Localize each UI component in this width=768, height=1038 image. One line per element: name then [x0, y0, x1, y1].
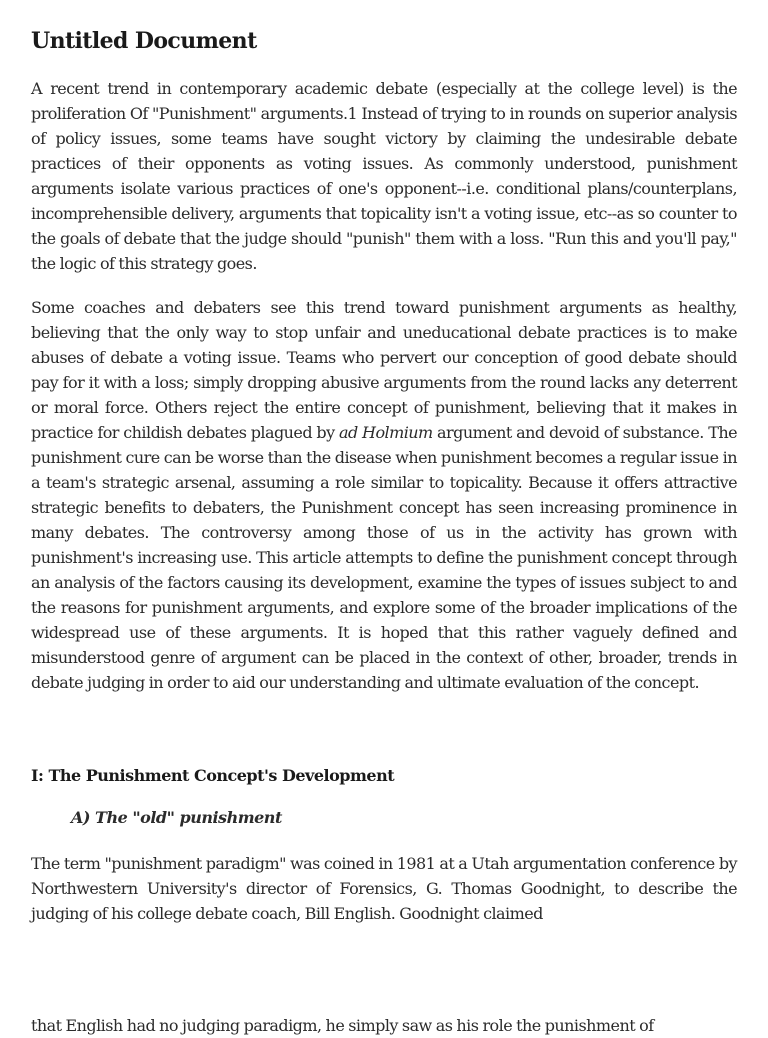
- paragraph-viewpoints: [31, 295, 737, 695]
- paragraph-term-origin: The term "punishment paradigm" was coined in 1981 at a Utah argumentation conference by Northwestern University's director of Forensics, G. Thomas Goodnight, to describe the judging of his college debate coach, Bill English. Goodnight claimed: [31, 854, 737, 923]
- paragraph-cutoff: that English had no judging paradigm, he simply saw as his role the punishment of: [31, 1016, 654, 1035]
- sub-heading: A) The "old" punishment: [71, 808, 282, 827]
- document-title: Untitled Document: [31, 28, 257, 54]
- paragraph-intro: A recent trend in contemporary academic debate (especially at the college level) is the proliferation Of "Punishment" arguments.1 Instead of trying to in rounds on superior analysis of policy issues, some teams have sought victory by claiming the undesirable debate practices of their opponents as voting issues. As commonly understood, punishment arguments isolate various practices of one's opponent--i.e. conditional plans/counterplans, incomprehensible delivery, arguments that topicality isn't a voting issue, etc--as so counter to the goals of debate that the judge should "punish" them with a loss. "Run this and you'll pay," the logic of this strategy goes.: [31, 79, 737, 273]
- section-heading: I: The Punishment Concept's Development: [31, 766, 395, 785]
- paragraph-viewpoints-italic: ad Holmium: [338, 423, 433, 442]
- paragraph-viewpoints-text-2: argument and devoid of substance. The punishment cure can be worse than the disease when punishment becomes a regular issue in a team's strategic arsenal, assuming a role similar to topicality. Because it offers attractive strategic benefits to debaters, the Punishment concept has seen increasing prominence in many debates. The controversy among those of us in the activity has grown with punishment's increasing use. This article attempts to define the punishment concept through an analysis of the factors causing its development, examine the types of issues subject to and the reasons for punishment arguments, and explore some of the broader implications of the widespread use of these arguments. It is hoped that this rather vaguely defined and misunderstood genre of argument can be placed in the context of other, broader, trends in debate judging in order to aid our understanding and ultimate evaluation of the concept.: [31, 423, 738, 692]
- paragraph-viewpoints-text-1: Some coaches and debaters see this trend toward punishment arguments as healthy, believing that the only way to stop unfair and uneducational debate practices is to make abuses of debate a voting issue. Teams who pervert our conception of good debate should pay for it with a loss; simply dropping abusive arguments from the round lacks any deterrent or moral force. Others reject the entire concept of punishment, believing that it makes in practice for childish debates plagued by: [31, 298, 737, 442]
